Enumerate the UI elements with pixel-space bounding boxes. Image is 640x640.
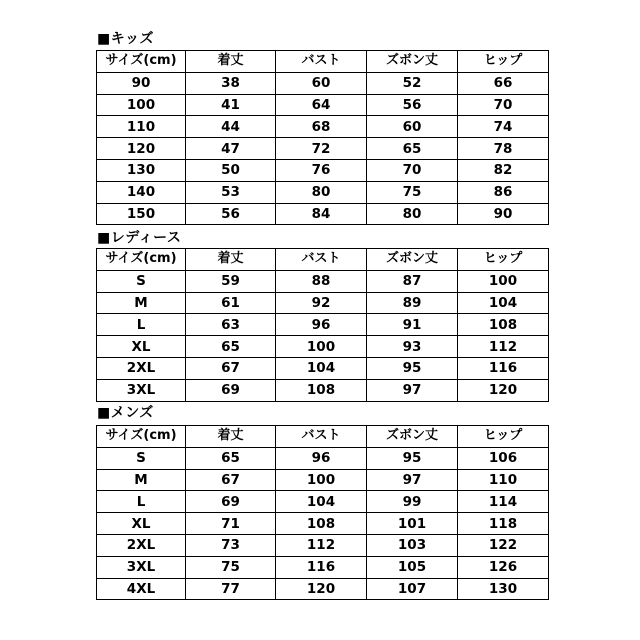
measurement-cell: 112 xyxy=(458,336,549,358)
column-header: バスト xyxy=(276,51,367,73)
measurement-cell: 116 xyxy=(276,556,367,578)
measurement-cell: 60 xyxy=(367,116,458,138)
column-header: ヒップ xyxy=(458,249,549,271)
column-header: 着丈 xyxy=(186,426,276,448)
measurement-cell: 84 xyxy=(276,203,367,225)
measurement-cell: 66 xyxy=(458,72,549,94)
measurement-cell: 52 xyxy=(367,72,458,94)
table-row xyxy=(97,556,549,578)
size-cell: 4XL xyxy=(97,578,186,600)
table-row xyxy=(97,447,549,469)
table-row xyxy=(97,203,549,225)
size-cell: S xyxy=(97,447,186,469)
column-header: ズボン丈 xyxy=(367,426,458,448)
size-cell: 3XL xyxy=(97,556,186,578)
size-cell: 3XL xyxy=(97,379,186,401)
size-cell: L xyxy=(97,314,186,336)
column-header: ズボン丈 xyxy=(367,51,458,73)
table-row xyxy=(97,94,549,116)
measurement-cell: 59 xyxy=(186,270,276,292)
section-title-mens: ■メンズ xyxy=(97,405,154,421)
size-table-mens xyxy=(96,425,549,600)
measurement-cell: 89 xyxy=(367,292,458,314)
measurement-cell: 60 xyxy=(276,72,367,94)
column-header: バスト xyxy=(276,426,367,448)
measurement-cell: 108 xyxy=(276,513,367,535)
section-title-ladies: ■レディース xyxy=(97,230,182,246)
size-cell: 90 xyxy=(97,72,186,94)
measurement-cell: 112 xyxy=(276,534,367,556)
measurement-cell: 130 xyxy=(458,578,549,600)
measurement-cell: 41 xyxy=(186,94,276,116)
measurement-cell: 108 xyxy=(458,314,549,336)
size-cell: L xyxy=(97,491,186,513)
measurement-cell: 64 xyxy=(276,94,367,116)
size-cell: M xyxy=(97,469,186,491)
measurement-cell: 65 xyxy=(186,336,276,358)
table-header-row xyxy=(97,426,549,448)
size-table-kids xyxy=(96,50,549,225)
measurement-cell: 82 xyxy=(458,159,549,181)
measurement-cell: 68 xyxy=(276,116,367,138)
measurement-cell: 110 xyxy=(458,469,549,491)
measurement-cell: 73 xyxy=(186,534,276,556)
measurement-cell: 71 xyxy=(186,513,276,535)
measurement-cell: 80 xyxy=(276,181,367,203)
measurement-cell: 92 xyxy=(276,292,367,314)
measurement-cell: 47 xyxy=(186,138,276,160)
column-header: サイズ(cm) xyxy=(97,426,186,448)
measurement-cell: 106 xyxy=(458,447,549,469)
measurement-cell: 70 xyxy=(367,159,458,181)
measurement-cell: 77 xyxy=(186,578,276,600)
column-header: ズボン丈 xyxy=(367,249,458,271)
column-header: 着丈 xyxy=(186,249,276,271)
size-table-ladies xyxy=(96,248,549,402)
measurement-cell: 100 xyxy=(276,336,367,358)
size-cell: 120 xyxy=(97,138,186,160)
measurement-cell: 120 xyxy=(276,578,367,600)
measurement-cell: 38 xyxy=(186,72,276,94)
measurement-cell: 104 xyxy=(458,292,549,314)
column-header: バスト xyxy=(276,249,367,271)
column-header: 着丈 xyxy=(186,51,276,73)
size-cell: 130 xyxy=(97,159,186,181)
measurement-cell: 116 xyxy=(458,357,549,379)
measurement-cell: 95 xyxy=(367,357,458,379)
table-row xyxy=(97,116,549,138)
size-cell: 2XL xyxy=(97,534,186,556)
measurement-cell: 76 xyxy=(276,159,367,181)
table-row xyxy=(97,534,549,556)
size-cell: S xyxy=(97,270,186,292)
table-row xyxy=(97,138,549,160)
table-row xyxy=(97,357,549,379)
measurement-cell: 100 xyxy=(276,469,367,491)
measurement-cell: 120 xyxy=(458,379,549,401)
measurement-cell: 99 xyxy=(367,491,458,513)
table-row xyxy=(97,314,549,336)
measurement-cell: 114 xyxy=(458,491,549,513)
measurement-cell: 97 xyxy=(367,379,458,401)
measurement-cell: 80 xyxy=(367,203,458,225)
table-row xyxy=(97,578,549,600)
table-row xyxy=(97,469,549,491)
measurement-cell: 101 xyxy=(367,513,458,535)
measurement-cell: 56 xyxy=(186,203,276,225)
table-row xyxy=(97,491,549,513)
measurement-cell: 74 xyxy=(458,116,549,138)
measurement-cell: 103 xyxy=(367,534,458,556)
table-row xyxy=(97,336,549,358)
measurement-cell: 87 xyxy=(367,270,458,292)
measurement-cell: 69 xyxy=(186,379,276,401)
measurement-cell: 65 xyxy=(186,447,276,469)
size-cell: XL xyxy=(97,513,186,535)
measurement-cell: 50 xyxy=(186,159,276,181)
measurement-cell: 91 xyxy=(367,314,458,336)
measurement-cell: 56 xyxy=(367,94,458,116)
table-row xyxy=(97,513,549,535)
measurement-cell: 90 xyxy=(458,203,549,225)
measurement-cell: 118 xyxy=(458,513,549,535)
measurement-cell: 69 xyxy=(186,491,276,513)
measurement-cell: 96 xyxy=(276,447,367,469)
table-row xyxy=(97,72,549,94)
measurement-cell: 86 xyxy=(458,181,549,203)
column-header: サイズ(cm) xyxy=(97,51,186,73)
measurement-cell: 104 xyxy=(276,357,367,379)
measurement-cell: 104 xyxy=(276,491,367,513)
measurement-cell: 78 xyxy=(458,138,549,160)
column-header: サイズ(cm) xyxy=(97,249,186,271)
measurement-cell: 107 xyxy=(367,578,458,600)
size-cell: M xyxy=(97,292,186,314)
measurement-cell: 67 xyxy=(186,357,276,379)
size-cell: 150 xyxy=(97,203,186,225)
measurement-cell: 70 xyxy=(458,94,549,116)
column-header: ヒップ xyxy=(458,51,549,73)
column-header: ヒップ xyxy=(458,426,549,448)
measurement-cell: 44 xyxy=(186,116,276,138)
table-row xyxy=(97,270,549,292)
measurement-cell: 88 xyxy=(276,270,367,292)
measurement-cell: 93 xyxy=(367,336,458,358)
measurement-cell: 75 xyxy=(186,556,276,578)
measurement-cell: 108 xyxy=(276,379,367,401)
measurement-cell: 100 xyxy=(458,270,549,292)
measurement-cell: 65 xyxy=(367,138,458,160)
table-row xyxy=(97,292,549,314)
measurement-cell: 67 xyxy=(186,469,276,491)
size-cell: 2XL xyxy=(97,357,186,379)
measurement-cell: 75 xyxy=(367,181,458,203)
measurement-cell: 61 xyxy=(186,292,276,314)
measurement-cell: 122 xyxy=(458,534,549,556)
measurement-cell: 63 xyxy=(186,314,276,336)
table-header-row xyxy=(97,51,549,73)
measurement-cell: 72 xyxy=(276,138,367,160)
measurement-cell: 95 xyxy=(367,447,458,469)
table-header-row xyxy=(97,249,549,271)
measurement-cell: 96 xyxy=(276,314,367,336)
table-row xyxy=(97,379,549,401)
size-cell: 140 xyxy=(97,181,186,203)
measurement-cell: 105 xyxy=(367,556,458,578)
table-row xyxy=(97,159,549,181)
section-title-kids: ■キッズ xyxy=(97,31,154,47)
size-cell: 100 xyxy=(97,94,186,116)
measurement-cell: 126 xyxy=(458,556,549,578)
measurement-cell: 97 xyxy=(367,469,458,491)
size-cell: 110 xyxy=(97,116,186,138)
table-row xyxy=(97,181,549,203)
size-cell: XL xyxy=(97,336,186,358)
measurement-cell: 53 xyxy=(186,181,276,203)
